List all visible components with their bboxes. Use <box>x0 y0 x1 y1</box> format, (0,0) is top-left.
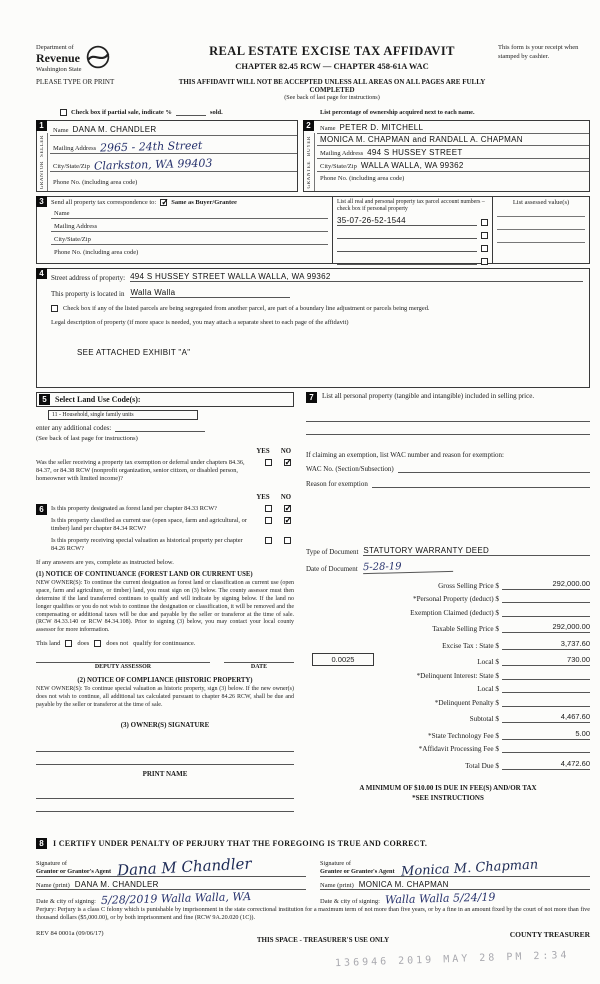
street-address-label: Street address of property: <box>51 274 126 282</box>
date-of-document-value: 5-28-19 <box>363 560 453 574</box>
section-3-badge: 3 <box>36 196 47 207</box>
current-use-question: Is this property classified as current use (open space, farm and agricultural, or timber) land per chapter 84.34 RCW? ✓ <box>51 517 294 533</box>
form-header <box>36 44 590 101</box>
assessed-value-column <box>492 197 589 263</box>
continuance-row: This land does does not qualify for continuance. <box>36 639 196 647</box>
forest-yes-checkbox[interactable] <box>265 505 272 512</box>
form-title: REAL ESTATE EXCISE TAX AFFIDAVIT <box>209 44 455 58</box>
deputy-row <box>36 662 294 670</box>
seller-buyer-row <box>36 120 590 192</box>
owner-signature-line-1[interactable] <box>36 739 294 752</box>
personal-property-deduct-value[interactable] <box>502 601 590 603</box>
seller-name-value: DANA M. CHANDLER <box>72 125 157 134</box>
buyer-city-value: WALLA WALLA, WA 99362 <box>360 161 464 170</box>
logo-dept-text: Department of <box>36 44 74 51</box>
historic-no-checkbox[interactable] <box>284 537 291 544</box>
tax-column <box>306 392 590 834</box>
see-back-note: (See back of last page for instructions) <box>284 94 380 101</box>
buyer-name2-row <box>317 134 589 146</box>
assessed-input-2[interactable] <box>497 217 585 230</box>
no-header-1: NO <box>280 448 292 455</box>
grantee-agent-label: Grantee or Grantee's Agent <box>320 867 395 875</box>
personal-property-checkbox-4[interactable] <box>481 258 488 265</box>
please-type-note: PLEASE TYPE OR PRINT <box>36 78 115 86</box>
forest-no-checkbox[interactable] <box>284 505 291 512</box>
date-of-document-label: Date of Document <box>306 565 358 573</box>
personal-property-checkbox-3[interactable] <box>481 245 488 252</box>
personal-property-checkbox-2[interactable] <box>481 232 488 239</box>
type-of-document-label: Type of Document <box>306 548 359 556</box>
legal-description-label: Legal description of property (if more space is needed, you may attach a separate sheet to each page of the affidavit) <box>51 319 349 326</box>
grantee-signature[interactable]: Monica M. Chapman <box>400 857 539 880</box>
perjury-note: Perjury: Perjury is a class C felony which is punishable by imprisonment in the state correctional institution for a maximum term of not more than five years, or by a fine in an amount fixed by the court of not more than five thousand dollars ($5,000.00), or by both imprisonment and fine (RCW 9A.20.020 (1C)). <box>36 906 590 922</box>
footer-row <box>36 930 590 944</box>
buyer-mailing-row: Mailing Address 494 S HUSSEY STREET <box>317 146 589 159</box>
wac-input[interactable] <box>398 465 590 473</box>
excise-tax-state-value: 3,737.60 <box>502 639 590 650</box>
seller-mailing-row: Mailing Address 2965 - 24th Street <box>50 136 297 154</box>
personal-property-deduct-row: *Personal Property (deduct) $ <box>306 595 590 603</box>
affidavit-processing-fee-row: *Affidavit Processing Fee $ <box>306 745 590 753</box>
exhibit-note: SEE ATTACHED EXHIBIT "A" <box>77 348 191 357</box>
yes-header-1: YES <box>256 448 270 455</box>
historic-yes-checkbox[interactable] <box>265 537 272 544</box>
exemption-claimed-row: Exemption Claimed (deduct) $ <box>306 609 590 617</box>
partial-sale-input[interactable] <box>176 109 206 116</box>
same-as-buyer-checkbox[interactable] <box>160 199 167 206</box>
corr-mailing-row[interactable]: Mailing Address <box>51 219 328 232</box>
buyer-section <box>303 120 590 192</box>
gross-selling-price-row: Gross Selling Price $ 292,000.00 <box>438 578 590 590</box>
corr-name-row[interactable]: Name <box>51 206 328 219</box>
deputy-assessor-line[interactable]: DEPUTY ASSESSOR <box>36 662 210 670</box>
cashier-stamp: 136946 2019 MAY 28 PM 2:34 <box>335 949 571 970</box>
personal-property-header <box>306 392 590 403</box>
assessed-input-4[interactable] <box>497 243 585 256</box>
buyer-mailing-value: 494 S HUSSEY STREET <box>367 148 463 157</box>
certification-section <box>36 838 590 905</box>
section-1-badge: 1 <box>36 120 47 131</box>
deferral-no-checkbox[interactable] <box>284 459 291 466</box>
grantee-date-city-label: Date & city of signing: <box>320 898 380 905</box>
agency-logo <box>36 44 166 75</box>
current-use-no-checkbox[interactable] <box>284 517 291 524</box>
exemption-claimed-value[interactable] <box>502 615 590 617</box>
excise-tax-local-value: 730.00 <box>502 655 590 666</box>
grantee-name-print-label: Name (print) <box>320 882 354 889</box>
see-back-note-2: (See back of last page for instructions) <box>36 435 138 442</box>
type-of-document-value: STATUTORY WARRANTY DEED <box>363 546 590 556</box>
buyer-name-row: Name PETER D. MITCHELL <box>317 121 589 134</box>
deferral-yes-checkbox[interactable] <box>265 459 272 466</box>
grantor-signature-block <box>36 853 306 905</box>
partial-sale-checkbox[interactable] <box>60 109 67 116</box>
certify-statement: I CERTIFY UNDER PENALTY OF PERJURY THAT THE FOREGOING IS TRUE AND CORRECT. <box>53 839 428 848</box>
parcel-input-2[interactable] <box>337 231 477 239</box>
assessed-input-1[interactable] <box>497 206 585 217</box>
forest-land-question: Is this property designated as forest land per chapter 84.33 RCW? ✓ <box>51 505 294 513</box>
seller-city-value: Clarkston, WA 99403 <box>93 156 213 173</box>
land-use-column <box>36 392 294 834</box>
exemption-note: If claiming an exemption, list WAC number and reason for exemption: <box>306 451 504 459</box>
see-instructions-note: *SEE INSTRUCTIONS <box>412 793 484 802</box>
personal-property-input-1[interactable] <box>306 409 590 422</box>
logo-name-text: Revenue <box>36 51 80 65</box>
correspondence-section <box>36 196 590 264</box>
seller-side-label: SELLER GRANTOR <box>37 133 48 191</box>
grantor-name-print-value: DANA M. CHANDLER <box>74 880 159 889</box>
parcel-input-3[interactable] <box>337 244 477 252</box>
subtotal-row: Subtotal $ 4,467.60 <box>469 712 590 723</box>
located-in-label: This property is located in <box>51 290 125 298</box>
print-name-line-2[interactable] <box>36 799 294 812</box>
owners-signature-title: (3) OWNER(S) SIGNATURE <box>120 721 210 730</box>
located-in-value: Walla Walla <box>130 288 290 298</box>
notice2-body: NEW OWNER(S): To continue special valuation as historic property, sign (3) below. If the new owner(s) does not wish to continue, all additional tax calculated pursuant to chapter 84.26 RCW, shall be due and payable by the seller or transferor at the time of sale. <box>36 685 294 708</box>
yes-header-2: YES <box>256 493 270 501</box>
section-7-badge: 7 <box>306 392 317 403</box>
delinquent-penalty-row: *Delinquent Penalty $ <box>306 699 590 707</box>
seller-phone-row[interactable]: Phone No. (including area code) <box>53 179 138 186</box>
seller-mailing-value: 2965 - 24th Street <box>100 138 203 155</box>
corr-city-row[interactable]: City/State/Zip <box>51 232 328 245</box>
wac-label: WAC No. (Section/Subsection) <box>306 465 394 473</box>
local-rate-box: 0.0025 <box>312 653 374 666</box>
grantor-sig-of-label: Signature of <box>36 859 67 867</box>
print-name-title: PRINT NAME <box>142 770 188 779</box>
section-6-block <box>36 494 294 554</box>
grantor-signature[interactable]: Dana M Chandler <box>116 854 253 880</box>
notice1-title: (1) NOTICE OF CONTINUANCE (FOREST LAND OR CURRENT USE) <box>36 571 253 579</box>
grantee-signature-block <box>320 853 590 905</box>
buyer-name2-value: MONICA M. CHAPMAN and RANDALL A. CHAPMAN <box>320 135 523 144</box>
additional-codes-input[interactable] <box>115 424 205 432</box>
owner-signature-line-2[interactable] <box>36 752 294 765</box>
receipt-note: This form is your receipt when stamped by cashier. <box>498 44 579 60</box>
delinquent-interest-local-value[interactable] <box>502 691 590 693</box>
county-treasurer-label: COUNTY TREASURER <box>509 930 590 939</box>
correspondence-left <box>37 197 332 263</box>
state-technology-fee-row: *State Technology Fee $ 5.00 <box>427 728 590 740</box>
seller-section <box>36 120 298 192</box>
parcel-column <box>332 197 492 263</box>
buyer-name-value: PETER D. MITCHELL <box>339 123 424 132</box>
revenue-logo-icon <box>85 44 111 75</box>
notice1-body: NEW OWNER(S): To continue the current designation as forest land or classification as current use (open space, farm and agriculture, or timber) land, you must sign on (3) below. The county assessor must then determine if the land transferred continues to qualify and will indicate by signing below. If the land no longer qualifies or you do not wish to continue the designation or classification, it will be removed and the compensating or additional taxes will be due and payable by the seller or transferor at the time of sale. (RCW 84.33.140 or RCW 84.34.108). Prior to signing (3) below, you may contact your local county assessor for more information. <box>36 580 294 634</box>
section-8-badge: 8 <box>36 838 47 849</box>
current-use-yes-checkbox[interactable] <box>265 517 272 524</box>
grantor-date-city-value: 5/28/2019 Walla Walla, WA <box>100 890 252 907</box>
minimum-fee-note: A MINIMUM OF $10.00 IS DUE IN FEE(S) AND/OR TAX <box>359 783 537 792</box>
property-section <box>36 268 590 388</box>
logo-state-text: Washington State <box>36 66 82 73</box>
reason-input[interactable] <box>372 480 590 488</box>
segregated-checkbox[interactable] <box>51 305 58 312</box>
delinquent-penalty-value[interactable] <box>502 705 590 707</box>
section-2-badge: 2 <box>303 120 314 131</box>
send-correspondence-label: Send all property tax correspondence to: <box>51 199 157 206</box>
section-5-badge: 5 <box>39 394 50 405</box>
grantee-date-city-value: Walla Walla 5/24/19 <box>384 890 496 907</box>
total-due-value: 4,472.60 <box>502 759 590 770</box>
seller-city-row: City/State/Zip Clarkston, WA 99403 <box>50 154 297 172</box>
ownership-note: List percentage of ownership acquired next to each name. <box>320 109 475 116</box>
street-address-value: 494 S HUSSEY STREET WALLA WALLA, WA 99362 <box>130 272 583 282</box>
excise-tax-local-row: 0.0025 Local $ 730.00 <box>306 655 590 666</box>
print-name-line-1[interactable] <box>36 786 294 799</box>
personal-property-label: List all personal property (tangible and intangible) included in selling price. <box>322 392 535 400</box>
corr-phone-row[interactable]: Phone No. (including area code) <box>54 249 139 256</box>
personal-property-checkbox-1[interactable] <box>481 219 488 226</box>
sold-label: sold. <box>209 109 223 116</box>
deputy-date-line[interactable]: DATE <box>224 662 294 670</box>
assessed-input-3[interactable] <box>497 230 585 243</box>
gross-selling-price-value: 292,000.00 <box>502 579 590 590</box>
segregated-label: Check box if any of the listed parcels are being segregated from another parcel, are part of a boundary line adjustment or parcels being merged. <box>63 305 430 312</box>
subtotal-value: 4,467.60 <box>502 712 590 723</box>
state-technology-fee-value: 5.00 <box>502 729 590 740</box>
grantee-name-print-value: MONICA M. CHAPMAN <box>358 880 449 889</box>
grantor-date-city-label: Date & city of signing: <box>36 898 96 905</box>
complete-note: If any answers are yes, complete as instructed below. <box>36 559 174 567</box>
pre-box-row <box>36 109 590 116</box>
buyer-city-row: City/State/Zip WALLA WALLA, WA 99362 <box>317 159 589 172</box>
deferral-question: Was the seller receiving a property tax exemption or deferral under chapters 84.36, 84.37, or 84.38 RCW (nonprofit organization, senior citizen, or disabled person, homeowner with limited income)? ✓ <box>36 459 294 484</box>
excise-tax-state-row: Excise Tax : State $ 3,737.60 <box>442 638 590 650</box>
grantor-agent-label: Grantor or Grantor's Agent <box>36 867 112 875</box>
parcel-input-4[interactable] <box>337 257 477 265</box>
buyer-phone-row[interactable]: Phone No. (including area code) <box>320 175 405 182</box>
assessed-value-header: List assessed value(s) <box>512 199 570 206</box>
land-use-label: Select Land Use Code(s): <box>55 395 141 404</box>
historic-question: Is this property receiving special valuation as historical property per chapter 84.26 RCW? <box>51 537 294 553</box>
parcel-number-value: 35-07-26-52-1544 <box>337 216 477 226</box>
reason-label: Reason for exemption <box>306 480 368 488</box>
notice2-title: (2) NOTICE OF COMPLIANCE (HISTORIC PROPERTY) <box>77 676 253 684</box>
section-4-badge: 4 <box>36 268 47 279</box>
treasurer-space-label: THIS SPACE - TREASURER'S USE ONLY <box>256 936 390 944</box>
personal-property-input-2[interactable] <box>306 422 590 435</box>
additional-codes-label: enter any additional codes: <box>36 424 112 432</box>
parcel-header: List all real and personal property tax parcel account numbers – check box if personal property <box>337 199 485 213</box>
no-header-2: NO <box>280 493 292 501</box>
taxable-selling-price-row: Taxable Selling Price $ 292,000.00 <box>432 622 590 633</box>
delinquent-interest-local-row: Local $ <box>306 685 590 693</box>
land-use-header <box>36 392 294 407</box>
chapter-line: CHAPTER 82.45 RCW — CHAPTER 458-61A WAC <box>235 61 429 71</box>
does-checkbox[interactable] <box>65 640 72 647</box>
land-use-code-value[interactable]: 11 - Household, single family units <box>48 410 198 420</box>
seller-name-row: Name DANA M. CHANDLER <box>50 121 297 136</box>
affidavit-processing-fee-value[interactable] <box>502 751 590 753</box>
partial-sale-label: Check box if partial sale, indicate % <box>71 109 172 116</box>
taxable-selling-price-value: 292,000.00 <box>502 622 590 633</box>
grantor-name-print-label: Name (print) <box>36 882 70 889</box>
delinquent-interest-state-value[interactable] <box>502 678 590 680</box>
mid-columns <box>36 392 590 834</box>
does-not-checkbox[interactable] <box>94 640 101 647</box>
form-rev-number: REV 84 0001a (09/06/17) <box>36 930 104 937</box>
not-accepted-warning: THIS AFFIDAVIT WILL NOT BE ACCEPTED UNLESS ALL AREAS ON ALL PAGES ARE FULLY COMPLETED <box>178 78 486 94</box>
delinquent-interest-state-row: *Delinquent Interest: State $ <box>306 672 590 680</box>
grantee-sig-of-label: Signature of <box>320 859 351 867</box>
total-due-row: Total Due $ 4,472.60 <box>465 758 590 770</box>
same-as-buyer-label: Same as Buyer/Grantee <box>171 199 237 206</box>
section-6-badge: 6 <box>36 504 47 515</box>
buyer-side-label: BUYER GRANTEE <box>304 133 315 191</box>
